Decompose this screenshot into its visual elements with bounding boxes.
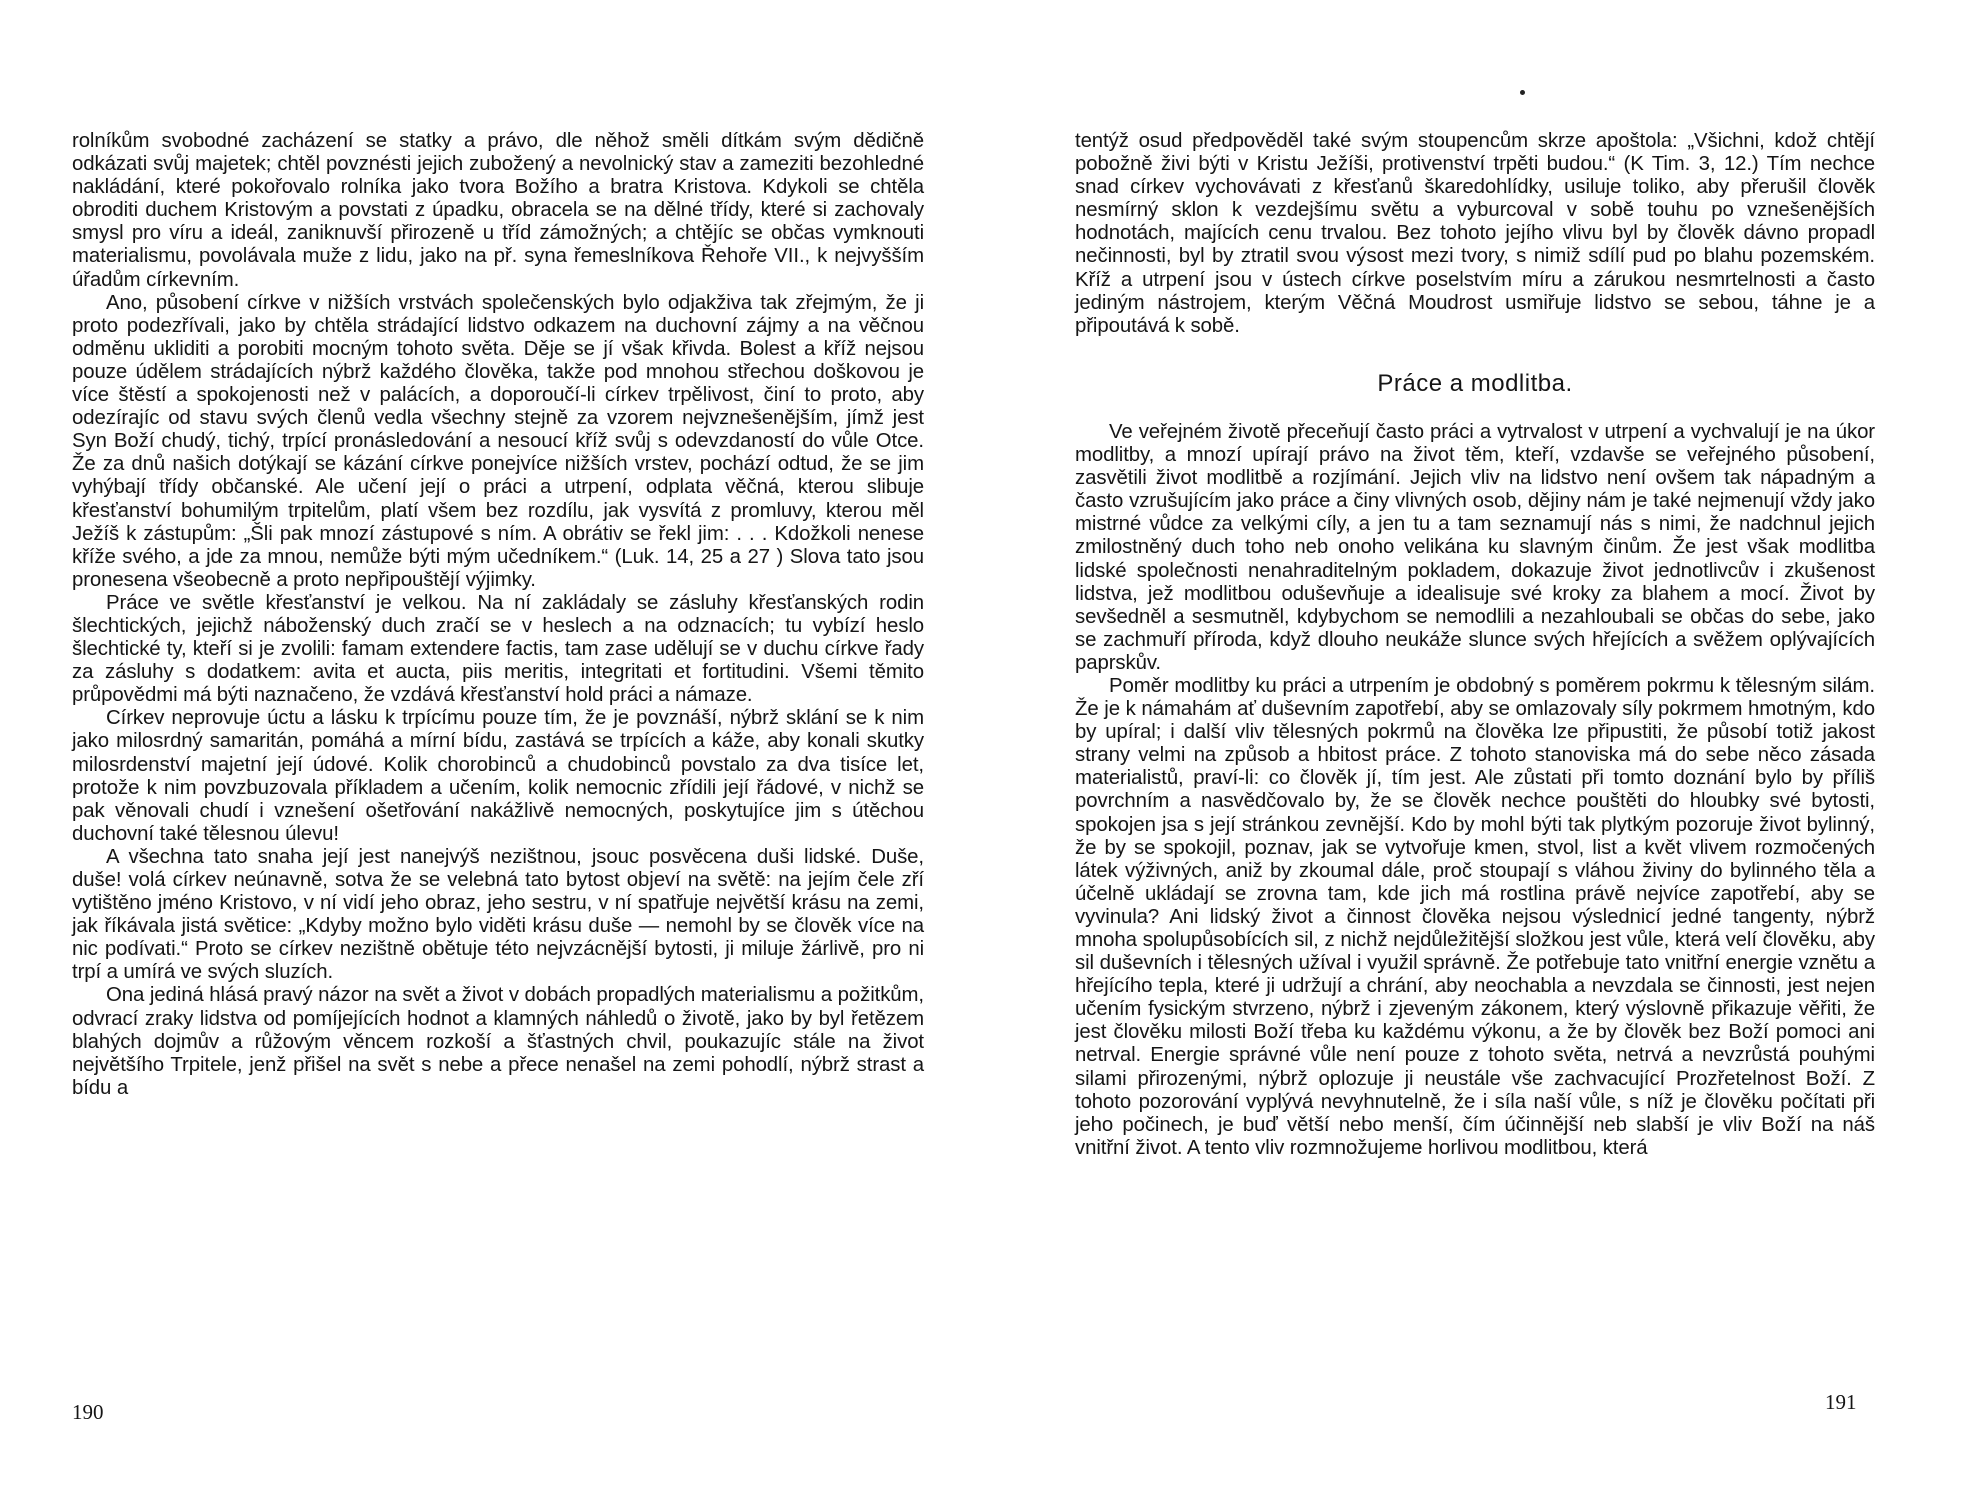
paragraph: Poměr modlitby ku práci a utrpením je obdobný s poměrem pokrmu k tělesným silám. Že je k námahám ať duševním zapotřebí, aby se omlazovaly síly pokrmem hmotným, kdo by upíral; i další vliv tělesných pokrmů na člověka lze připustiti, že působí totiž jakost strany velmi na způsob a hbitost práce. Z tohoto stanoviska má do sebe něco zásada materialistů, praví-li: co člověk jí, tím jest. Ale zůstati při tomto doznání bylo by příliš povrchním a nasvědčovalo by, že se člověk nechce pouštěti do hloubky své bytosti, spokojen jsa s její stránkou zevnější. Kdo by mohl býti tak plytkým pozoruje život bylinný, že by se spokojil, poznav, jak se vytvořuje kmen, stvol, list a květ vlivem rozmočených látek výživných, aniž by zkoumal dále, proč stoupají s vláhou živiny do bylinného těla a účelně ukládají se zrovna tam, kde jich má rostlina právě nejvíce zapotřebí, aby se vyvinula? Ani lidský život a činnost člověka nejsou výslednicí jedné tangenty, nýbrž mnoha spolupůsobících sil, z nichž nejdůležitější složkou jest vůle, která velí člověku, aby sil duševních i tělesných užíval i využil správně. Že potřebuje tato vnitřní energie vznětu a hřejícího tepla, které ji udržují a chrání, aby neochabla a nevzdala se činnosti, jest nejen učením fysickým stvrzeno, nýbrž i zjeveným zákonem, který výslovně přikazuje věřiti, že jest člověku milosti Boží třeba ku každému výkonu, a že by člověk bez Boží pomoci ani netrval. Energie správné vůle není pouze z tohoto světa, netrvá a nevzrůstá pouhými silami přirozenými, nýbrž oplozuje ji neustále vše zachvacující Prozřetelnost Boží. Z tohoto pozorování vyplývá nevyhnutelně, že i síla naší vůle, s níž je člověku počítati při jeho počinech, je buď větší nebo menší, čím účinnější neb slabší je vliv Boží na náš vnitřní život. A tento vliv rozmnožujeme horlivou modlitbou, která: [1075, 674, 1875, 1159]
page-number: 191: [1825, 1390, 1857, 1414]
paragraph: Ve veřejném životě přeceňují často práci a vytrvalost v utrpení a vychvalují je na úkor modlitby, a mnozí upírají právo na život těm, kteří, vzdavše se veřejného působení, zasvětili život modlitbě a rozjímání. Jejich vliv na lidstvo není ovšem tak nápadným a často vzrušujícím jako práce a činy vlivných osob, dějiny nám je také nejmenují vždy jako mistrné vůdce za velkými cíly, a jen tu a tam seznamují nás s nimi, že nadchnul jejich zmilostněný duch toho neb onoho velikána ku slavným činům. Že jest však modlitba lidské společnosti nenahraditelným pokladem, dokazuje život jednotlivcův i zkušenost lidstva, jež modlitbou oduševňuje a idealisuje své kroky za blahem a mocí. Život by sevšedněl a sesmutněl, kdybychom se nemodlili a nezahloubali se občas do sebe, jako se zachmuří příroda, když dlouho neukáže slunce svých hřejících a svěžem oplývajících paprskův.: [1075, 420, 1875, 674]
paragraph: Ano, působení církve v nižších vrstvách společenských bylo odjakživa tak zřejmým, že ji proto podezřívali, jako by chtěla strádající lidstvo odkazem na duchovní zájmy a na věčnou odměnu ukliditi a porobiti mocným tohoto světa. Děje se jí však křivda. Bolest a kříž nejsou pouze údělem strádajících nýbrž každého člověka, takže pod mnohou střechou doškovou je více štěstí a spokojenosti než v palácích, a doporoučí-li církev trpělivost, činí to proto, aby odezírajíc od stavu svých členů vedla všechny stejně za vzorem nejvznešenějším, jímž jest Syn Boží chudý, tichý, trpící pronásledování a nesoucí kříž svůj s odevzdaností do vůle Otce. Že za dnů našich dotýkají se kázání církve ponejvíce nižších vrstev, pochází odtud, že se jim vyhýbají třídy občanské. Ale učení její o práci a utrpení, odplata věčná, kterou slibuje křesťanství bohumilým trpitelům, platí všem bez rozdílu, jak vysvítá z promluvy, kterou měl Ježíš k zástupům: „Šli pak mnozí zástupové s ním. A obrátiv se řekl jim: . . . Kdožkoli nenese kříže svého, a jde za mnou, nemůže býti mým učedníkem.“ (Luk. 14, 25 a 27 ) Slova tato jsou pronesena všeobecně a proto nepřipouštějí výjimky.: [72, 291, 924, 591]
page-number: 190: [72, 1400, 104, 1424]
paragraph: tentýž osud předpověděl také svým stoupencům skrze apoštola: „Všichni, kdož chtějí pobožně živi býti v Kristu Ježíši, protivenství trpěti budou.“ (K Tim. 3, 12.) Tím nechce snad církev vychovávati z křesťanů škaredohlídky, usiluje toliko, aby přerušil člověk nesmírný sklon k vezdejšímu světu a vyburcoval v sobě touhu po vznešenějších hodnotách, majících cenu trvalou. Bez tohoto jejího vlivu byl by člověk dávno propadl nečinnosti, byl by ztratil svou výsost mezi tvory, s nimiž sdílí pud po blahu pozemském. Kříž a utrpení jsou v ústech církve poselstvím míru a zárukou nesmrtelnosti a často jediným nástrojem, kterým Věčná Moudrost usmiřuje lidstvo se sebou, táhne je a připoutává k sobě.: [1075, 130, 1875, 337]
left-page-text: [72, 130, 924, 1100]
paragraph: Práce ve světle křesťanství je velkou. Na ní zakládaly se zásluhy křesťanských rodin šlechtických, jejichž náboženský duch zračí se v heslech a na odznacích; tu vybízí heslo šlechtické ty, kteří si je zvolili: famam extendere factis, tam zase udělují se v duchu církve řady za zásluhy s dodatkem: avita et aucta, piis meritis, integritati et fortitudini. Všemi těmito průpovědmi má býti naznačeno, že vzdává křesťanství hold práci a námaze.: [72, 591, 924, 707]
paragraph: Církev neprovuje úctu a lásku k trpícímu pouze tím, že je povznáší, nýbrž sklání se k nim jako milosrdný samaritán, pomáhá a mírní bídu, zastává se trpících a káže, aby konali skutky milosrdenství majetní její údové. Kolik chorobinců a chudobinců povstalo za dva tisíce let, protože k nim povzbuzovala příkladem a učením, kolik nemocnic zřídili její řádové, v nichž se pak věnovali chudí i vznešení ošetřování nakážlivě nemocných, poskytujíce jim s útěchou duchovní také tělesnou úlevu!: [72, 707, 924, 845]
ink-dot: [1520, 90, 1525, 95]
paragraph: Ona jediná hlásá pravý názor na svět a život v dobách propadlých materialismu a požitkům, odvrací zraky lidstva od pomíjejících hodnot a klamných náhledů o životě, jako by byl řetězem blahých dojmův a růžovým věncem rozkoší a šťastných chvil, poukazujíc stále na život největšího Trpitele, jenž přišel na svět s nebe a přece nenašel na zemi pohodlí, nýbrž strast a bídu a: [72, 984, 924, 1099]
paragraph: A všechna tato snaha její jest nanejvýš nezištnou, jsouc posvěcena duši lidské. Duše, duše! volá církev neúnavně, sotva že se velebná tato bytost objeví na světě: na jejím čele zří vytištěno jméno Kristovo, v ní vidí jeho obraz, jeho sestru, v ní spatřuje největší krásu na zemi, jak říkávala jistá světice: „Kdyby možno bylo viděti krásu duše — nemohl by se člověk více na nic podívati.“ Proto se církev nezištně obětuje této nejvzácnější bytosti, ji miluje žárlivě, pro ni trpí a umírá ve svých sluzích.: [72, 845, 924, 984]
right-page: [985, 0, 1970, 1500]
paragraph: rolníkům svobodné zacházení se statky a právo, dle něhož směli dítkám svým dědičně odkázati svůj majetek; chtěl povznésti jejich zubožený a nevolnický stav a zameziti bezohledné nakládání, které pokořovalo rolníka jako tvora Božího a bratra Kristova. Kdykoli se chtěla obroditi duchem Kristovým a povstati z úpadku, obracela se na dělné třídy, které si zachovaly smysl pro víru a ideál, zaniknuvší přirozeně u tříd zámožných; a chtějíc se občas vymknouti materialismu, povolávala muže z lidu, jako na př. syna řemeslníkova Řehoře VII., k nejvyšším úřadům církevním.: [72, 130, 924, 291]
right-page-text: [1075, 130, 1875, 1160]
section-heading: Práce a modlitba.: [1377, 369, 1573, 397]
